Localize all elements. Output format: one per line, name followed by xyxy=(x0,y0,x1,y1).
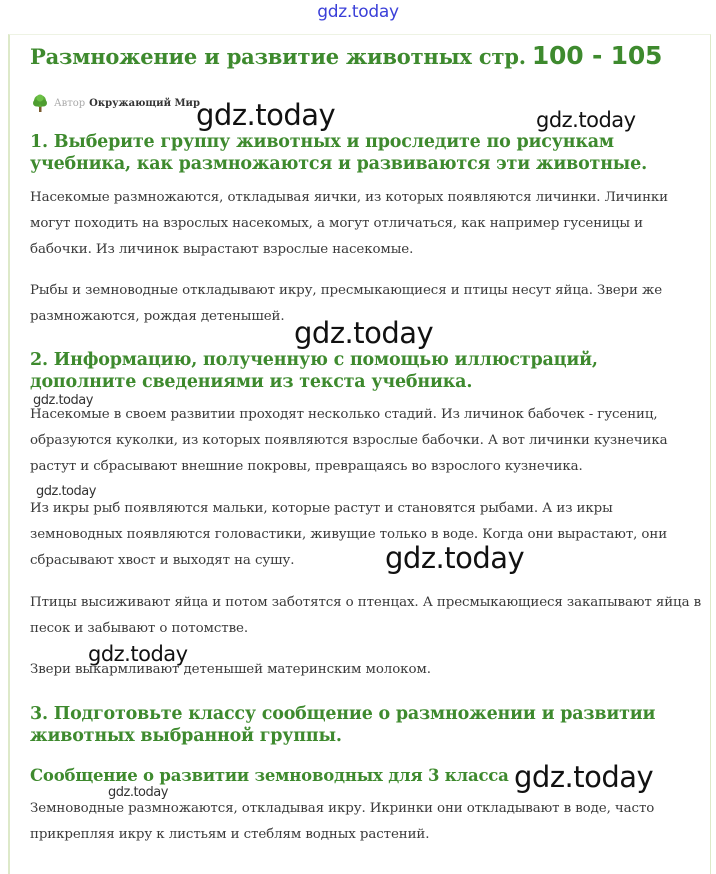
section-heading-2: 2. Информацию, полученную с помощью иллюстраций, дополните сведениями из текста учебника. xyxy=(30,350,598,392)
section-1-paragraph-1: Насекомые размножаются, откладывая яички, из которых появляются личинки. Личинки могут походить на взрослых насекомых, а могут отличаться, как например гусеницы и бабочки. Из личинок вырастают взрослые насекомые. xyxy=(30,190,669,257)
watermark: gdz.today xyxy=(385,541,525,575)
author-name[interactable]: Окружающий Мир xyxy=(89,97,200,109)
article-page xyxy=(8,34,711,874)
section-heading-1: 1. Выберите группу животных и проследите по рисункам учебника, как размножаются и развиваются эти животные. xyxy=(30,132,647,174)
section-2-paragraph-4: Звери выкармливают детенышей материнским молоком. xyxy=(30,662,431,677)
author-line xyxy=(30,93,200,113)
section-3-paragraph-1: Земноводные размножаются, откладывая икру. Икринки они откладывают в воде, часто прикрепляя икру к листьям и стеблям водных растений. xyxy=(30,801,655,842)
page-title-text: Размножение и развитие животных стр. xyxy=(30,44,526,69)
page-title xyxy=(30,41,662,70)
section-1-paragraph-2: Рыбы и земноводные откладывают икру, пресмыкающиеся и птицы несут яйца. Звери же размножаются, рождая детенышей. xyxy=(30,283,663,324)
page-range: 100 - 105 xyxy=(531,41,663,70)
section-2-paragraph-3: Птицы высиживают яйца и потом заботятся о птенцах. А пресмыкающиеся закапывают яйца в песок и забывают о потомстве. xyxy=(30,595,702,636)
watermark: gdz.today xyxy=(196,98,336,132)
watermark: gdz.today xyxy=(36,484,96,499)
watermark: gdz.today xyxy=(294,316,434,350)
section-2-paragraph-1: Насекомые в своем развитии проходят несколько стадий. Из личинок бабочек - гусениц, образуются куколки, из которых появляются взрослые бабочки. А вот личинки кузнечика растут и сбрасывают внешние покровы, превращаясь во взрослого кузнечика. xyxy=(30,407,668,474)
watermark: gdz.today xyxy=(88,642,188,666)
section-heading-3: 3. Подготовьте классу сообщение о размножении и развитии животных выбранной группы. xyxy=(30,704,656,746)
section-2-paragraph-2: Из икры рыб появляются мальки, которые растут и становятся рыбами. А из икры земноводных появляются головастики, живущие только в воде. Когда они вырастают, они сбрасывают хвост и выходят на сушу. xyxy=(30,501,668,568)
watermark: gdz.today xyxy=(514,760,654,794)
author-label: Автор xyxy=(54,97,86,109)
watermark: gdz.today xyxy=(536,108,636,132)
watermark: gdz.today xyxy=(33,393,93,408)
watermark: gdz.today xyxy=(108,785,168,800)
tree-icon xyxy=(30,93,50,113)
section-3-subheading: Сообщение о развитии земноводных для 3 класса xyxy=(30,766,509,785)
site-logo[interactable]: gdz.today xyxy=(317,2,399,22)
